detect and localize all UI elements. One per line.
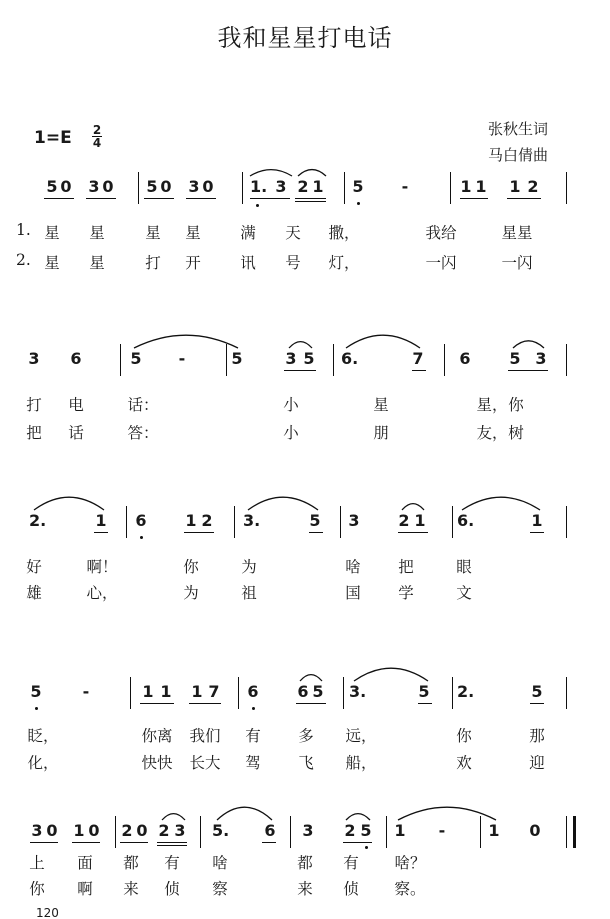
lyric-verse-2: 快快 [141,754,173,772]
lyric-verse-1: 星 [145,224,161,242]
lyric-verse-1: 面 [77,854,93,872]
note: 3. [243,511,261,530]
note: 1 [531,511,543,530]
lyric-verse-1: 眨， [27,727,59,745]
lyric-verse-2: 把 [26,424,42,442]
lyric-verse-1: 多 [298,727,314,745]
slur [398,807,496,820]
slur [513,341,544,348]
note: 0 [46,821,58,840]
note: 0 [160,177,172,196]
note: - [82,682,90,701]
lyric-verse-1: 为 [241,558,257,576]
note: 0 [60,177,72,196]
lyric-verse-2: 祖 [241,584,257,602]
lyric-verse-2: 开 [185,254,201,272]
note: 5 [418,682,430,701]
lyric-verse-1: 我们 [189,727,221,745]
slur [217,807,272,820]
slur [250,170,292,176]
note: 6 [459,349,471,368]
lyric-verse-2: 星 [89,254,105,272]
slur [354,668,428,681]
lyric-verse-1: 我给 [425,224,457,242]
lyric-verse-2: 朋 [373,424,389,442]
lyric-verse-1: 你离 [141,727,173,745]
lyric-verse-1: 上 [29,854,45,872]
lyric-verse-2: 长大 [189,754,221,772]
note: 1 [509,177,521,196]
note: 6 [264,821,276,840]
slur [289,342,312,348]
lyric-verse-1: 好 [26,558,42,576]
lyric-verse-2: 答： [127,424,159,442]
note: 6 [135,511,147,530]
note: 1 [475,177,487,196]
lyric-verse-1: 星， [476,396,508,414]
lyric-verse-2: 察。 [394,880,426,898]
lyric-verse-2: 树 [508,424,524,442]
note: 1 [95,511,107,530]
lyric-verse-1: 都 [297,854,313,872]
note: - [178,349,186,368]
lyric-verse-2: 化， [27,754,59,772]
lyric-verse-2: 文 [456,584,472,602]
lyric-verse-1: 小 [283,396,299,414]
slur [34,497,104,510]
note: 6 [70,349,82,368]
note: 5 [303,349,315,368]
note: 3 [188,177,200,196]
lyric-verse-1: 满 [240,224,256,242]
song-title: 我和星星打电话 [217,24,393,52]
note: 5 [146,177,158,196]
lyric-verse-1: 星 [373,396,389,414]
note: 2 [297,177,309,196]
note: 2. [29,511,47,530]
lyricist-credit: 张秋生词 [488,120,549,138]
note: - [438,821,446,840]
note: 2 [158,821,170,840]
note: 5 [130,349,142,368]
note: 2 [344,821,356,840]
verse-label: 2. [16,251,31,269]
note: 1 [414,511,426,530]
note: 3 [302,821,314,840]
lyric-verse-1: 天 [285,224,301,242]
slur [298,170,326,176]
slur [462,497,540,510]
lyric-verse-1: 都 [123,854,139,872]
lyric-verse-1: 啥 [345,558,361,576]
lyric-verse-2: 号 [285,254,301,272]
note: 1 [73,821,85,840]
note: 2 [527,177,539,196]
note: 5 [46,177,58,196]
note: 5 [531,682,543,701]
lyric-verse-2: 迎 [529,754,545,772]
lyric-verse-2: 小 [283,424,299,442]
lyric-verse-2: 飞 [298,754,314,772]
note: 0 [88,821,100,840]
slur [346,335,420,348]
lyric-verse-2: 灯， [328,254,360,272]
lyric-verse-2: 国 [345,584,361,602]
note: 7 [208,682,220,701]
lyric-verse-1: 把 [398,558,414,576]
lyric-verse-1: 星 [89,224,105,242]
note: 1 [460,177,472,196]
lyric-verse-1: 有 [245,727,261,745]
note: 6. [457,511,475,530]
lyric-verse-2: 侦 [343,880,359,898]
note: 6 [297,682,309,701]
lyric-verse-1: 有 [164,854,180,872]
lyric-verse-1: 啊！ [86,558,118,576]
lyric-verse-2: 雄 [26,584,42,602]
verse-label: 1. [16,221,31,239]
note: 6 [247,682,259,701]
lyric-verse-2: 驾 [245,754,261,772]
composer-credit: 马白倩曲 [488,146,549,164]
lyric-verse-2: 一闪 [425,254,457,272]
note: 5 [231,349,243,368]
note: 3 [174,821,186,840]
note: 2 [201,511,213,530]
lyric-verse-2: 你 [29,880,45,898]
note: 1 [142,682,154,701]
note: 5 [360,821,372,840]
lyric-verse-1: 星 [44,224,60,242]
lyric-verse-2: 来 [123,880,139,898]
lyric-verse-2: 来 [297,880,313,898]
lyric-verse-2: 欢 [456,754,472,772]
lyric-verse-2: 友， [476,424,508,442]
page-number: 120 [36,906,59,919]
note: 1 [185,511,197,530]
lyric-verse-2: 啊 [77,880,93,898]
note: 5 [30,682,42,701]
note: 1 [160,682,172,701]
note: 1. [250,177,268,196]
note: 3 [285,349,297,368]
note: 3 [535,349,547,368]
lyric-verse-2: 话 [68,424,84,442]
slur [300,675,322,681]
slur [346,814,370,820]
time-signature-top: 2 [92,123,102,137]
lyric-verse-1: 话： [127,396,159,414]
lyric-verse-2: 为 [183,584,199,602]
note: 5 [352,177,364,196]
note: 0 [529,821,541,840]
lyric-verse-2: 侦 [164,880,180,898]
lyric-verse-2: 心， [86,584,118,602]
lyric-verse-1: 星星 [501,224,533,242]
lyric-verse-1: 眼 [456,558,472,576]
key-signature: 1=E [34,128,72,148]
lyric-verse-1: 远， [345,727,377,745]
lyric-verse-1: 有 [343,854,359,872]
note: 3 [88,177,100,196]
note: 1 [488,821,500,840]
time-signature-bottom: 4 [92,136,102,150]
lyric-verse-1: 打 [26,396,42,414]
note: 5 [509,349,521,368]
note: 3 [31,821,43,840]
slur [162,814,185,820]
lyric-verse-1: 啥？ [394,854,426,872]
lyric-verse-2: 星 [44,254,60,272]
lyric-verse-1: 电 [68,396,84,414]
note: 3 [28,349,40,368]
lyric-verse-1: 撒， [328,224,360,242]
lyric-verse-2: 学 [398,584,414,602]
note: 1 [312,177,324,196]
note: 1 [394,821,406,840]
lyric-verse-1: 那 [529,727,545,745]
note: 7 [412,349,424,368]
lyric-verse-1: 星 [185,224,201,242]
note: 6. [341,349,359,368]
note: 5 [312,682,324,701]
lyric-verse-1: 你 [183,558,199,576]
lyric-verse-2: 一闪 [501,254,533,272]
lyric-verse-2: 讯 [240,254,256,272]
note: 3 [348,511,360,530]
lyric-verse-1: 啥 [212,854,228,872]
note: 2. [457,682,475,701]
note: 5. [212,821,230,840]
note: 2 [398,511,410,530]
note: 1 [191,682,203,701]
note: 0 [202,177,214,196]
note: - [401,177,409,196]
slur [248,497,318,510]
note: 3. [349,682,367,701]
note: 3 [275,177,287,196]
lyric-verse-2: 察 [212,880,228,898]
note: 0 [102,177,114,196]
lyric-verse-1: 你 [456,727,472,745]
lyric-verse-2: 船， [345,754,377,772]
note: 2 [121,821,133,840]
note: 5 [309,511,321,530]
slur [402,504,424,510]
note: 0 [136,821,148,840]
lyric-verse-1: 你 [508,396,524,414]
lyric-verse-2: 打 [145,254,161,272]
slur [134,335,238,348]
